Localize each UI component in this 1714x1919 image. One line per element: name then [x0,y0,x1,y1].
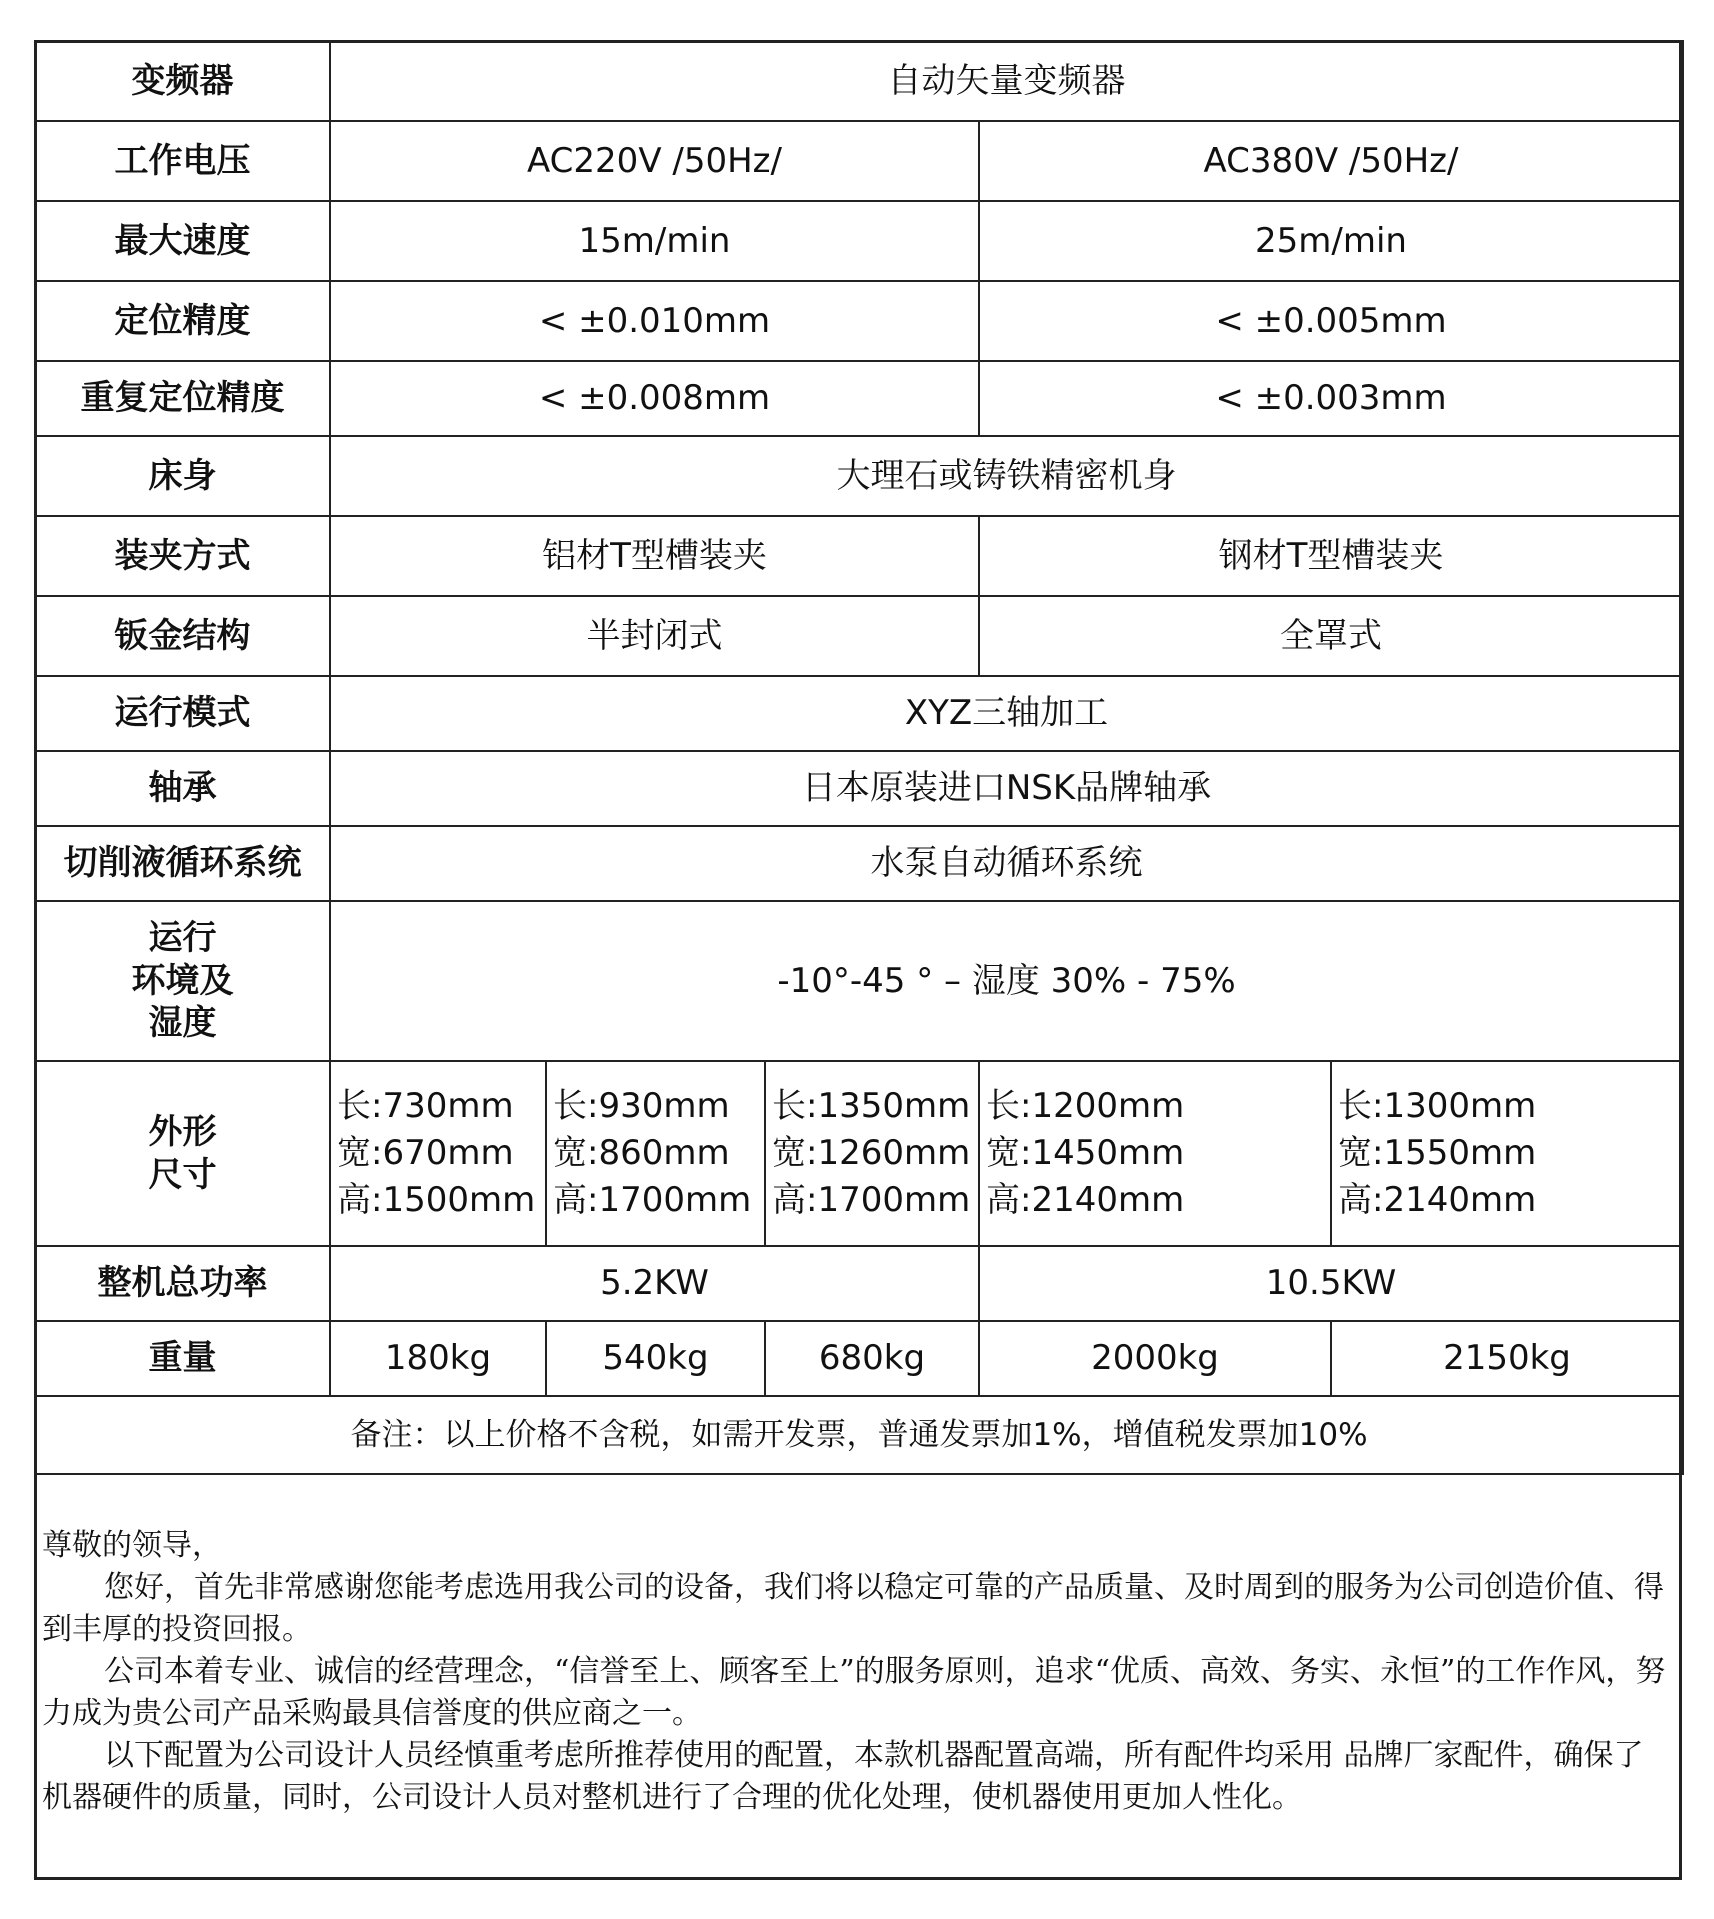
row-value-a: 5.2KW [330,1246,979,1321]
row-label: 切削液循环系统 [35,826,330,901]
letter-greeting: 尊敬的领导， [42,1528,222,1563]
size-length: 长:1350mm [772,1086,971,1126]
row-value: 水泵自动循环系统 [330,826,1683,901]
row-value-b: 全罩式 [979,596,1683,676]
row-label: 重复定位精度 [35,361,330,436]
spec-table [34,40,1684,1475]
row-value-b: < ±0.005mm [979,281,1683,361]
row-label-line: 尺寸 [148,1154,217,1195]
size-height: 高:1500mm [337,1180,536,1220]
row-label: 轴承 [35,751,330,826]
size-width: 宽:1260mm [772,1133,971,1173]
row-label: 运行模式 [35,676,330,751]
row-label: 装夹方式 [35,516,330,596]
table-row [35,676,1683,751]
weight-value: 680kg [765,1321,979,1396]
size-length: 长:730mm [337,1086,514,1126]
size-cell [979,1061,1331,1246]
size-height: 高:1700mm [772,1180,971,1220]
size-length: 长:930mm [553,1086,730,1126]
row-value-a: 半封闭式 [330,596,979,676]
row-value-b: 钢材T型槽装夹 [979,516,1683,596]
row-label [35,1061,330,1246]
row-label: 变频器 [35,41,330,121]
table-row [35,281,1683,361]
table-row [35,1321,1683,1396]
weight-value: 2000kg [979,1321,1331,1396]
table-row [35,901,1683,1061]
row-value: 自动矢量变频器 [330,41,1683,121]
size-width: 宽:670mm [337,1133,514,1173]
cover-letter [42,1525,1672,1819]
table-row [35,361,1683,436]
size-width: 宽:1450mm [986,1133,1185,1173]
row-value-a: < ±0.010mm [330,281,979,361]
row-label [35,901,330,1061]
size-height: 高:2140mm [1338,1180,1537,1220]
letter-paragraph: 以下配置为公司设计人员经慎重考虑所推荐使用的配置，本款机器配置高端，所有配件均采用 品牌厂家配件，确保了机器硬件的质量，同时，公司设计人员对整机进行了合理的优化处理，使机器使用更加人性化。 [42,1738,1644,1815]
row-label: 工作电压 [35,121,330,201]
row-label: 整机总功率 [35,1246,330,1321]
table-row [35,1061,1683,1246]
table-row [35,121,1683,201]
size-cell [765,1061,979,1246]
row-label: 床身 [35,436,330,516]
row-value-b: 10.5KW [979,1246,1683,1321]
row-value: 大理石或铸铁精密机身 [330,436,1683,516]
row-label-line: 环境及 [131,960,234,1001]
size-length: 长:1200mm [986,1086,1185,1126]
row-value-a: 铝材T型槽装夹 [330,516,979,596]
row-value: 日本原装进口NSK品牌轴承 [330,751,1683,826]
letter-paragraph: 公司本着专业、诚信的经营理念，“信誉至上、顾客至上”的服务原则，追求“优质、高效、务实、永恒”的工作作风，努力成为贵公司产品采购最具信誉度的供应商之一。 [42,1654,1666,1731]
table-row [35,201,1683,281]
weight-value: 2150kg [1331,1321,1683,1396]
size-width: 宽:860mm [553,1133,730,1173]
row-label-line: 湿度 [148,1003,217,1044]
size-width: 宽:1550mm [1338,1133,1537,1173]
table-row [35,826,1683,901]
row-label: 定位精度 [35,281,330,361]
row-value-b: 25m/min [979,201,1683,281]
row-value-a: 15m/min [330,201,979,281]
size-cell [1331,1061,1683,1246]
weight-value: 540kg [546,1321,765,1396]
weight-value: 180kg [330,1321,546,1396]
table-row [35,596,1683,676]
table-row [35,41,1683,121]
table-row [35,751,1683,826]
letter-paragraph: 您好，首先非常感谢您能考虑选用我公司的设备，我们将以稳定可靠的产品质量、及时周到的服务为公司创造价值、得到丰厚的投资回报。 [42,1570,1664,1647]
row-label: 重量 [35,1321,330,1396]
row-value-a: < ±0.008mm [330,361,979,436]
table-row [35,1396,1683,1474]
size-length: 长:1300mm [1338,1086,1537,1126]
table-row [35,516,1683,596]
price-note: 备注：以上价格不含税，如需开发票，普通发票加1%，增值税发票加10% [35,1396,1683,1474]
row-label-line: 运行 [148,918,217,959]
row-label-line: 外形 [148,1112,217,1152]
row-label: 最大速度 [35,201,330,281]
size-height: 高:2140mm [986,1180,1185,1220]
row-value-b: < ±0.003mm [979,361,1683,436]
table-row [35,436,1683,516]
row-value: XYZ三轴加工 [330,676,1683,751]
row-value: -10°-45 ° – 湿度 30% - 75% [330,901,1683,1061]
table-row [35,1246,1683,1321]
size-cell [330,1061,546,1246]
row-value-a: AC220V /50Hz/ [330,121,979,201]
size-height: 高:1700mm [553,1180,752,1220]
size-cell [546,1061,765,1246]
row-value-b: AC380V /50Hz/ [979,121,1683,201]
row-label: 钣金结构 [35,596,330,676]
